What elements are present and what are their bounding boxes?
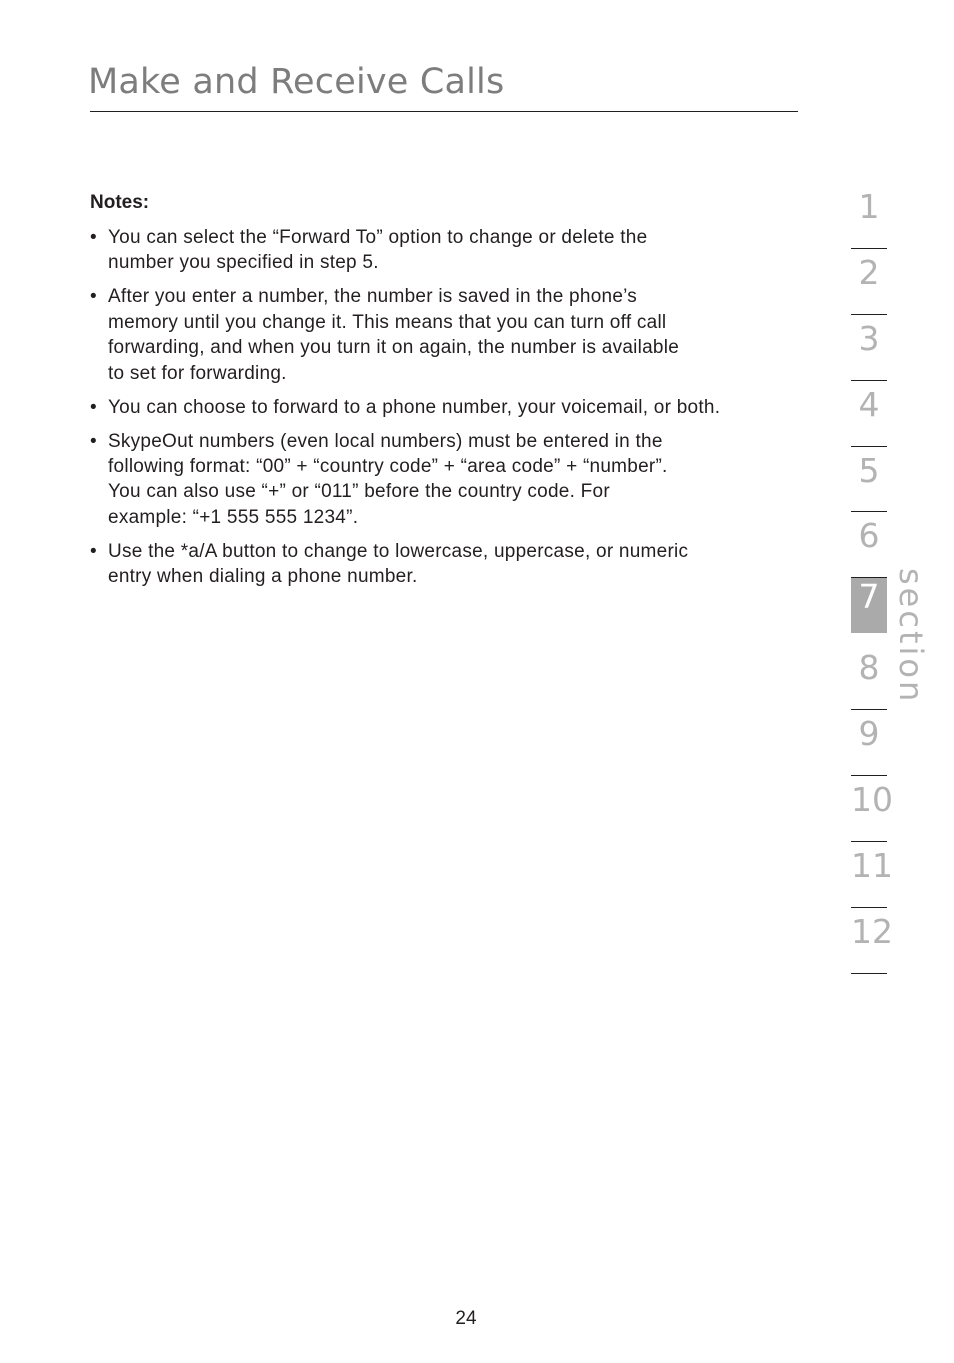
note-line: You can select the “Forward To” option to change or delete the xyxy=(108,227,648,248)
notes-heading: Notes: xyxy=(90,192,150,213)
section-number: 2 xyxy=(858,252,880,292)
section-label xyxy=(892,568,934,705)
section-tab-9[interactable] xyxy=(851,710,887,776)
page-number: 24 xyxy=(455,1308,477,1329)
page-title: Make and Receive Calls xyxy=(88,62,505,102)
section-number: 11 xyxy=(851,845,893,885)
section-number: 3 xyxy=(858,318,880,358)
note-item xyxy=(90,395,804,420)
note-line: You can also use “+” or “011” before the country code. For xyxy=(108,481,610,503)
note-item xyxy=(90,539,804,590)
section-tab-2[interactable] xyxy=(851,249,887,315)
bullet: • xyxy=(90,227,97,248)
section-tab-3[interactable] xyxy=(851,315,887,381)
note-line: Use the *a/A button to change to lowercase, uppercase, or numeric xyxy=(108,540,689,562)
section-number: 8 xyxy=(858,648,880,688)
note-line: After you enter a number, the number is saved in the phone’s xyxy=(108,286,638,308)
note-item xyxy=(90,225,804,276)
section-number: 7 xyxy=(858,577,880,617)
section-tab-8[interactable] xyxy=(851,644,887,710)
bullet: • xyxy=(90,396,97,418)
section-tab-12[interactable] xyxy=(851,908,893,974)
section-tab-7-active[interactable] xyxy=(851,578,887,633)
note-item xyxy=(90,284,804,386)
section-tab-6[interactable] xyxy=(851,512,887,578)
title-rule xyxy=(90,111,798,112)
section-tab-10[interactable] xyxy=(851,776,893,842)
section-tab-5[interactable] xyxy=(851,447,887,513)
note-line: following format: “00” + “country code” + “area code” + “number”. xyxy=(108,456,668,478)
note-line: memory until you change it. This means that you can turn off call xyxy=(108,311,667,333)
note-line: entry when dialing a phone number. xyxy=(108,566,418,588)
section-number: 5 xyxy=(858,450,880,490)
bullet: • xyxy=(90,430,97,452)
bullet: • xyxy=(90,540,97,562)
section-number: 10 xyxy=(851,780,893,820)
note-line: You can choose to forward to a phone number, your voicemail, or both. xyxy=(108,396,721,418)
section-number: 4 xyxy=(858,384,880,424)
section-tab-11[interactable] xyxy=(851,842,893,908)
section-tab-4[interactable] xyxy=(851,381,887,447)
section-number: 6 xyxy=(858,516,880,556)
section-number: 9 xyxy=(858,714,880,754)
note-line: to set for forwarding. xyxy=(108,362,287,384)
section-label-text: section xyxy=(892,568,930,705)
note-item xyxy=(90,429,804,531)
note-line: number you specified in step 5. xyxy=(108,252,379,274)
section-number: 1 xyxy=(858,187,880,226)
bullet: • xyxy=(90,286,97,308)
section-number: 12 xyxy=(851,911,893,951)
section-nav xyxy=(851,183,893,974)
section-tab-1[interactable] xyxy=(851,183,887,249)
note-line: forwarding, and when you turn it on again, the number is available xyxy=(108,337,680,359)
note-line: example: “+1 555 555 1234”. xyxy=(108,506,359,528)
notes-list xyxy=(90,225,804,598)
note-line: SkypeOut numbers (even local numbers) must be entered in the xyxy=(108,430,663,452)
